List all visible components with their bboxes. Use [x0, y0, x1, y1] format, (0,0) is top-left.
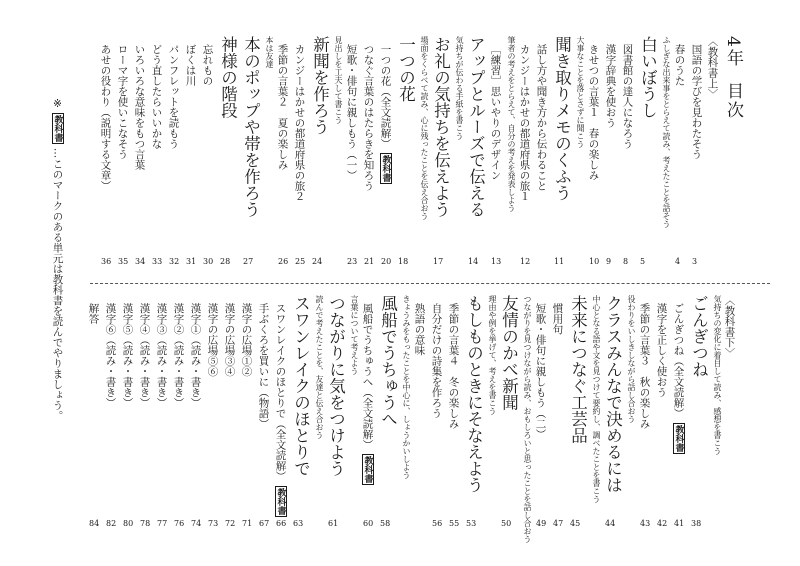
toc-entry: [168, 44, 179, 149]
textbook-badge: 教科書: [380, 155, 391, 182]
toc-entry: [588, 44, 599, 181]
toc-entry-text: 役わりをいしきしながら話し合おう: [627, 295, 636, 423]
toc-entry-text: 未来につなぐ工芸品: [568, 295, 588, 444]
toc-entry: [134, 44, 145, 170]
toc-entry: [275, 303, 286, 517]
toc-entry: [224, 303, 235, 377]
toc-entry-text: 漢字の広場③④: [223, 303, 236, 377]
toc-entry-text: 熟語の意味: [413, 303, 426, 356]
toc-entry-text: 季節の言葉３ 秋の楽しみ: [638, 303, 651, 429]
toc-entry: [490, 44, 501, 181]
toc-entry: [202, 44, 213, 86]
page-number: 14: [468, 257, 479, 266]
toc-entry-text: 風船でうちゅうへ: [378, 295, 398, 427]
toc-entry: [691, 44, 702, 160]
toc-entry-text: 短歌・俳句に親しもう（一）: [345, 44, 358, 181]
toc-entry: [88, 303, 99, 324]
toc-entry-text: ぼくは川: [184, 44, 197, 86]
toc-entry-text: 神様の階段: [218, 36, 238, 119]
toc-entry: [151, 44, 162, 149]
toc-entry: [488, 295, 496, 415]
toc-entry-text: 言葉について考えよう: [350, 295, 359, 375]
toc-entry-text: 友情のかべ新聞: [499, 295, 519, 411]
toc-entry: [552, 303, 563, 335]
toc-entry-text: パンフレットを読もう: [167, 44, 180, 149]
toc-entry-text: 中心となる語や文を見つけて要約し、調べたことを書こう: [592, 295, 601, 503]
toc-entry-text: きせつの言葉１ 春の楽しみ: [587, 44, 600, 181]
toc-entry-text: いろいろな意味をもつ言葉: [133, 44, 146, 170]
page-number: 5: [640, 257, 646, 266]
textbook-badge: 教科書: [673, 424, 684, 452]
page-number: 84: [89, 519, 100, 528]
toc-entry-text: 大事なことを落とさずに聞こう: [576, 36, 585, 148]
toc-entry-text: ふしぎな出来事をとらえて読み、考えたことを話そう: [662, 36, 671, 228]
toc-entry-text: 春のうた: [673, 44, 686, 86]
toc-entry: [265, 36, 273, 68]
toc-entry: [455, 36, 463, 140]
page-number: 56: [432, 519, 443, 528]
page-number: 3: [692, 257, 698, 266]
toc-entry: [536, 44, 547, 191]
page-number: 36: [101, 257, 112, 266]
toc-entry-text: ごんぎつね（全文読解）: [672, 303, 685, 419]
page-number: 60: [363, 519, 374, 528]
page-number: 17: [433, 257, 444, 266]
page-number: 28: [220, 257, 231, 266]
grade-label: 4年: [723, 36, 743, 68]
page-number: 11: [554, 257, 565, 266]
page-number: 41: [674, 519, 685, 528]
toc-entry-text: 手ぶくろを買いに（物語）: [257, 303, 270, 429]
toc-entry-text: きょうみをもったことを中心に、しょうかいしよう: [402, 295, 411, 479]
toc-entry-text: 筆者の考えをとらえて、自分の考えを発表しよう: [507, 36, 516, 212]
page-number: 50: [501, 519, 512, 528]
page-number: 43: [640, 519, 651, 528]
toc-entry: [432, 36, 449, 218]
toc-entry: [553, 36, 570, 201]
toc-entry: [241, 303, 252, 377]
page-number: 77: [157, 519, 168, 528]
toc-entry: [662, 36, 670, 228]
toc-entry: [294, 44, 305, 202]
toc-entry: [139, 303, 150, 408]
page-number: 33: [152, 257, 163, 266]
toc-entry-text: 漢字②（読み・書き）: [172, 303, 185, 408]
toc-entry: [467, 36, 484, 218]
toc-entry: [207, 303, 218, 377]
toc-entry: [350, 295, 358, 375]
toc-entry: [656, 303, 667, 398]
toc-entry: [605, 44, 616, 128]
footnote-badge: 教科書: [52, 115, 63, 143]
toc-entry-text: つながりに気をつけよう: [326, 295, 346, 477]
toc-entry: [690, 295, 707, 378]
toc-entry: [507, 36, 515, 212]
bottom-book-label: 〈教科書下〉: [723, 295, 736, 358]
toc-entry: [535, 303, 546, 440]
toc-entry-text: 本は友達: [265, 36, 274, 68]
page-number: 72: [225, 519, 236, 528]
toc-entry-text: 漢字の広場①②: [240, 303, 253, 377]
toc-entry: [327, 295, 344, 477]
page-number: 63: [293, 519, 304, 528]
page-number: 9: [606, 257, 612, 266]
toc-entry-text: つながりを見つけながら読み、おもしろいと思ったことを話し合おう: [523, 295, 532, 543]
toc-entry: [277, 44, 288, 170]
heading-label: 目次: [723, 81, 743, 120]
toc-entry-text: 漢字⑥（読み・書き）: [104, 303, 117, 408]
toc-entry-text: 聞き取りメモのくふう: [552, 36, 572, 201]
toc-entry: [673, 303, 684, 454]
toc-entry: [117, 44, 128, 160]
toc-entry-text: 一つの花（全文読解）: [379, 44, 392, 149]
toc-entry: [122, 303, 133, 408]
page-number: 8: [623, 257, 629, 266]
page-number: 26: [278, 257, 289, 266]
page-number: 34: [135, 257, 146, 266]
toc-entry: [363, 44, 374, 191]
toc-entry: [414, 303, 425, 356]
toc-entry-text: 短歌・俳句に親しもう（二）: [534, 303, 547, 440]
toc-entry-text: 本のポップや帯を作ろう: [241, 36, 261, 218]
toc-entry: [156, 303, 167, 408]
page-number: 21: [364, 257, 375, 266]
textbook-badge: 教科書: [362, 456, 373, 483]
page-number: 80: [123, 519, 134, 528]
toc-entry: [105, 303, 116, 408]
toc-entry-text: 季節の言葉２ 夏の楽しみ: [276, 44, 289, 170]
page-number: 53: [466, 519, 477, 528]
page-number: 30: [203, 257, 214, 266]
page-number: 32: [169, 257, 180, 266]
toc-entry: [639, 36, 656, 119]
page-number: 61: [328, 519, 339, 528]
toc-entry: [219, 36, 236, 119]
page-number: 24: [312, 257, 323, 266]
toc-entry-text: 白いぼうし: [638, 36, 658, 119]
page-number: 35: [118, 257, 129, 266]
toc-entry: [185, 44, 196, 86]
page-number: 27: [243, 257, 254, 266]
toc-entry-text: 漢字④（読み・書き）: [138, 303, 151, 408]
toc-entry-text: 季節の言葉４ 冬の楽しみ: [447, 303, 460, 429]
page-number: 23: [347, 257, 358, 266]
footnote-mark: ※: [51, 98, 64, 110]
toc-entry-text: 話し方や聞き方から伝わること: [535, 44, 548, 191]
toc-entry-text: スワンレイクのほとりで（全文読解）: [274, 303, 287, 482]
toc-entry: [448, 303, 459, 429]
toc-entry-text: 漢字を正しく使おう: [655, 303, 668, 398]
page-number: 10: [589, 257, 600, 266]
toc-entry-text: 新聞を作ろう: [310, 36, 330, 135]
toc-entry: [519, 44, 530, 202]
page-number: 45: [570, 519, 581, 528]
toc-entry: [576, 36, 584, 148]
page-number: 4: [675, 257, 681, 266]
page-number: 18: [398, 257, 409, 266]
page-number: 12: [520, 257, 531, 266]
page-number: 25: [295, 257, 306, 266]
toc-entry: [346, 44, 357, 181]
toc-entry-text: 漢字⑤（読み・書き）: [121, 303, 134, 408]
toc-entry-text: 図書館の達人になろう: [621, 44, 634, 149]
toc-entry: [242, 36, 259, 218]
page-number: 49: [536, 519, 547, 528]
toc-entry: [258, 303, 269, 429]
page-number: 76: [174, 519, 185, 528]
page-number: 58: [380, 519, 391, 528]
toc-entry-text: カンジーはかせの都道府県の旅２: [293, 44, 306, 202]
toc-entry-text: 漢字①（読み・書き）: [189, 303, 202, 408]
toc-entry-text: 読んで考えたことを、友達と伝え合おう: [315, 295, 324, 439]
toc-entry: [592, 295, 600, 503]
page-number: 31: [186, 257, 197, 266]
footnote-text: …このマークのある単元は教科書を読んでやりましょう。: [51, 147, 64, 421]
toc-entry: [315, 295, 323, 439]
toc-entry-text: もしものときにそなえよう: [464, 295, 484, 493]
toc-entry-text: 場面をくらべて読み、心に残ったことを伝え合おう: [420, 36, 429, 220]
toc-entry-text: カンジーはかせの都道府県の旅１: [518, 44, 531, 202]
toc-entry-text: つなぐ言葉のはたらきを知ろう: [362, 44, 375, 191]
toc-entry: [713, 295, 721, 455]
toc-entry-text: 気持ちの変化に着目して読み、感想を書こう: [713, 295, 722, 455]
toc-entry: [622, 44, 633, 149]
toc-entry: [100, 44, 111, 191]
toc-entry: [500, 295, 517, 411]
toc-entry-text: お礼の気持ちを伝えよう: [431, 36, 451, 218]
page-number: 20: [381, 257, 392, 266]
toc-entry: [334, 36, 342, 124]
section-divider: [90, 283, 770, 284]
toc-entry: [311, 36, 328, 135]
toc-entry: [465, 295, 482, 493]
toc-entry-text: 見出しを工夫して書こう: [334, 36, 343, 124]
toc-entry: [379, 295, 396, 427]
page-number: 82: [106, 519, 117, 528]
page-number: 13: [491, 257, 502, 266]
toc-entry-text: 一つの花: [396, 36, 416, 102]
toc-entry-text: どう直したらいいかな: [150, 44, 163, 149]
toc-entry: [190, 303, 201, 408]
toc-entry: [523, 295, 531, 543]
toc-entry: [627, 295, 635, 423]
page-number: 44: [605, 519, 616, 528]
toc-entry: [639, 303, 650, 429]
toc-title: [724, 36, 741, 120]
toc-entry-text: 慣用句: [551, 303, 564, 335]
toc-entry-text: 国語の学びを見わたそう: [690, 44, 703, 160]
toc-entry-text: 解答: [87, 303, 100, 324]
textbook-badge: 教科書: [275, 487, 286, 515]
toc-entry: [402, 295, 410, 479]
toc-entry: [292, 295, 309, 477]
toc-entry: [431, 303, 442, 419]
toc-entry-text: 自分だけの詩集を作ろう: [430, 303, 443, 419]
top-book-label: 〈教科書上〉: [706, 36, 719, 99]
toc-entry-text: 漢字辞典を使おう: [604, 44, 617, 128]
toc-entry-text: ローマ字を使いこなそう: [116, 44, 129, 160]
toc-entry-text: ごんぎつね: [689, 295, 709, 378]
toc-entry-text: 理由や例を挙げて、考えを書こう: [488, 295, 497, 415]
page-number: 67: [259, 519, 270, 528]
toc-entry-text: 風船でうちゅうへ（全文読解）: [361, 303, 374, 450]
page-number: 47: [553, 519, 564, 528]
page-number: 55: [449, 519, 460, 528]
toc-entry: [569, 295, 586, 444]
toc-entry-text: 気持ちが伝わる手紙を書こう: [455, 36, 464, 140]
toc-entry: [380, 44, 391, 184]
footnote: [52, 98, 63, 421]
toc-entry-text: 忘れもの: [201, 44, 214, 86]
page-number: 38: [691, 519, 702, 528]
toc-entry: [362, 303, 373, 485]
toc-entry: [674, 44, 685, 86]
toc-entry: [173, 303, 184, 408]
toc-entry-text: スワンレイクのほとりで: [291, 295, 311, 477]
toc-entry-text: アップとルーズで伝える: [466, 36, 486, 218]
page-number: 42: [657, 519, 668, 528]
toc-entry: [420, 36, 428, 220]
toc-entry-text: 漢字の広場⑤⑥: [206, 303, 219, 377]
page-number: 66: [276, 519, 287, 528]
page-number: 78: [140, 519, 151, 528]
toc-entry-text: あせの役わり（説明する文章）: [99, 44, 112, 191]
page-number: 73: [208, 519, 219, 528]
toc-entry: [397, 36, 414, 102]
toc-entry: [604, 295, 621, 493]
toc-entry-text: 漢字③（読み・書き）: [155, 303, 168, 408]
toc-entry-text: ［練習］思いやりのデザイン: [489, 44, 502, 181]
page-number: 74: [191, 519, 202, 528]
toc-entry-text: クラスみんなで決めるには: [603, 295, 623, 493]
page-number: 71: [242, 519, 253, 528]
